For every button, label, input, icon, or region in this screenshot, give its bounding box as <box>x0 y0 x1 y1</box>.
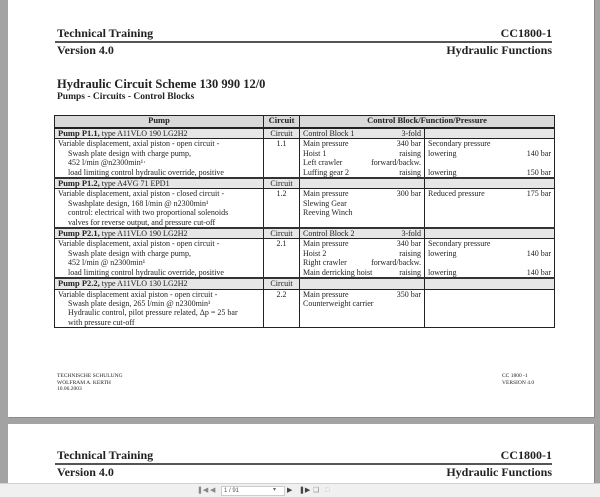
control-block-secondary-cell <box>425 178 555 189</box>
page-layout-icon[interactable]: ❏ <box>313 486 320 494</box>
pump-detail-row <box>55 139 555 178</box>
function-name: Reeving Winch <box>303 208 353 218</box>
pump-description <box>55 239 264 278</box>
pump-detail-row <box>55 189 555 228</box>
page-title: Hydraulic Circuit Scheme 130 990 12/0 <box>57 77 266 91</box>
page-dropdown-icon[interactable]: ▾ <box>273 487 277 493</box>
footer-left-line: 10.06.2003 <box>57 386 82 392</box>
pump-description-line: load limiting control hydraulic override, positive <box>68 267 224 277</box>
secondary-function-row <box>428 168 551 177</box>
secondary-function-row <box>428 239 551 248</box>
secondary-function-list <box>425 289 555 328</box>
pump-name-cell <box>55 128 264 139</box>
function-value: 350 bar <box>396 289 421 299</box>
pump-description <box>55 189 264 228</box>
function-row <box>303 239 421 248</box>
secondary-function-row <box>428 268 551 277</box>
secondary-function-name: Secondary pressure <box>428 239 491 249</box>
function-row <box>303 299 421 308</box>
pump-type: type A11VLO 190 LG2H2 <box>99 229 188 239</box>
table-header-row <box>55 116 555 129</box>
header-left-version: Version 4.0 <box>57 43 114 57</box>
control-block-secondary-cell <box>425 128 555 139</box>
pump-description-line: Hydraulic control, pilot pressure related, Δp = 25 bar <box>68 308 238 318</box>
secondary-function-row <box>428 139 551 148</box>
page-number-input[interactable]: 1 / 91 <box>221 486 285 496</box>
pump-name-cell <box>55 178 264 189</box>
pump-description-line: Variable displacement, axial piston - open circuit - <box>58 239 220 249</box>
function-name: Hoist 2 <box>303 248 327 258</box>
function-row <box>303 199 421 208</box>
circuit-number: 1.2 <box>264 189 300 228</box>
pump-description-line: load limiting control hydraulic override, positive <box>68 167 224 177</box>
pump-name: Pump P1.2, <box>58 178 100 189</box>
header-right-code: CC1800-1 <box>500 26 552 40</box>
circuit-label: Circuit <box>264 178 300 189</box>
pump-description-line: Swashplate design, 168 l/min @ n2300min¹ <box>68 198 209 208</box>
function-row <box>303 149 421 158</box>
function-name: Main pressure <box>303 139 349 149</box>
function-row <box>303 290 421 299</box>
pump-header-row <box>55 128 555 139</box>
secondary-function-name: lowering <box>428 267 457 277</box>
function-list <box>300 139 425 178</box>
document-page-1 <box>8 0 594 417</box>
function-name: Main pressure <box>303 239 349 249</box>
secondary-function-name: lowering <box>428 167 457 177</box>
header-right-code: CC1800-1 <box>500 448 552 462</box>
secondary-function-value: 175 bar <box>526 189 551 199</box>
function-row <box>303 258 421 267</box>
footer-left <box>57 373 123 393</box>
secondary-function-row <box>428 249 551 258</box>
footer-right-line: CC 1800 -1 <box>502 373 528 379</box>
circuit-label: Circuit <box>264 228 300 239</box>
secondary-function-row <box>428 208 551 217</box>
function-name: Right crawler <box>303 258 347 268</box>
footer-left-line: WOLFRAM A. KERTH <box>57 379 111 386</box>
control-block-cell <box>300 128 425 139</box>
secondary-function-value: 140 bar <box>526 148 551 158</box>
pump-description-line: Swash plate design with charge pump, <box>68 148 191 158</box>
function-row <box>303 139 421 148</box>
pump-description-line: 452 l/min @ n2300min¹ <box>68 258 146 268</box>
pump-type: type A11VLO 130 LG2H2 <box>99 279 188 289</box>
pump-description-line: with pressure cut-off <box>68 317 135 327</box>
pump-description <box>55 139 264 178</box>
last-page-icon[interactable]: ❚▶ <box>299 486 311 494</box>
function-list <box>300 289 425 328</box>
function-name: Slewing Gear <box>303 198 347 208</box>
secondary-function-row <box>428 299 551 308</box>
function-list <box>300 239 425 278</box>
secondary-function-name: lowering <box>428 248 457 258</box>
circuit-number: 2.1 <box>264 239 300 278</box>
function-name: Luffing gear 2 <box>303 167 350 177</box>
pump-detail-row <box>55 289 555 328</box>
pump-description-line: Swash plate design with charge pump, <box>68 248 191 258</box>
secondary-function-list <box>425 189 555 228</box>
fit-page-icon[interactable]: □ <box>325 486 330 494</box>
secondary-function-row <box>428 189 551 198</box>
pump-description <box>55 289 264 328</box>
function-value: raising <box>399 267 421 277</box>
pump-header-row <box>55 228 555 239</box>
header-right-section: Hydraulic Functions <box>446 43 552 57</box>
function-value: raising <box>399 148 421 158</box>
pump-description-line: Swash plate design, 265 l/min @ n2300min¹ <box>68 298 211 308</box>
control-block-label: Control Block 2 <box>303 229 355 239</box>
function-value: forward/backw. <box>371 158 421 168</box>
circuit-label: Circuit <box>264 278 300 289</box>
secondary-function-value: 140 bar <box>526 267 551 277</box>
pump-table <box>54 115 555 328</box>
secondary-function-row <box>428 258 551 267</box>
control-block-type: 3-fold <box>401 129 421 138</box>
secondary-function-name: lowering <box>428 148 457 158</box>
pump-description-line: Variable displacement axial piston - open circuit - <box>58 289 218 299</box>
secondary-function-list <box>425 239 555 278</box>
function-row <box>303 249 421 258</box>
circuit-label: Circuit <box>264 128 300 139</box>
pdf-toolbar <box>0 483 600 497</box>
header-left-title: Technical Training <box>57 448 154 462</box>
control-block-secondary-cell <box>425 228 555 239</box>
function-row <box>303 158 421 167</box>
control-block-secondary-cell <box>425 278 555 289</box>
pump-description-line: Variable displacement, axial piston - open circuit - <box>58 139 220 149</box>
column-header-circuit: Circuit <box>264 116 300 129</box>
footer-left-line: TECHNISCHE SCHULUNG <box>57 373 123 379</box>
function-value: 300 bar <box>396 189 421 199</box>
secondary-function-row <box>428 149 551 158</box>
function-name: Counterweight carrier <box>303 298 374 308</box>
pump-name-cell <box>55 278 264 289</box>
pump-description-line: 452 l/min @n2300min¹· <box>68 158 146 168</box>
secondary-function-value: 150 bar <box>526 167 551 177</box>
header-left-title: Technical Training <box>57 26 154 40</box>
pump-type: type A4VG 71 EPD1 <box>99 179 170 189</box>
function-name: Main pressure <box>303 289 349 299</box>
header-right-section: Hydraulic Functions <box>446 465 552 479</box>
previous-page-icon[interactable]: ◀ <box>210 486 216 494</box>
page-subtitle: Pumps - Circuits - Control Blocks <box>57 92 195 102</box>
function-row <box>303 208 421 217</box>
pump-detail-row <box>55 239 555 278</box>
function-name: Main pressure <box>303 189 349 199</box>
control-block-label: Control Block 1 <box>303 129 355 138</box>
circuit-number: 1.1 <box>264 139 300 178</box>
secondary-function-row <box>428 158 551 167</box>
secondary-function-row <box>428 199 551 208</box>
column-header-control: Control Block/Function/Pressure <box>300 116 555 129</box>
pump-header-row <box>55 278 555 289</box>
pump-description-line: control: electrical with two proportional solenoids <box>68 208 229 218</box>
secondary-function-name: Reduced pressure <box>428 189 485 199</box>
pump-name: Pump P2.1, <box>58 228 100 239</box>
pump-description-line: valves for reverse output, and pressure cut-off <box>68 217 216 227</box>
secondary-function-row <box>428 290 551 299</box>
function-value: raising <box>399 167 421 177</box>
control-block-cell <box>300 278 425 289</box>
footer-right <box>502 373 534 386</box>
function-value: 340 bar <box>396 239 421 249</box>
first-page-icon[interactable]: ❚◀ <box>197 486 209 494</box>
next-page-icon[interactable]: ▶ <box>287 486 293 494</box>
function-value: forward/backw. <box>371 258 421 268</box>
pump-description-line: Variable displacement, axial piston - closed circuit - <box>58 189 225 199</box>
control-block-type: 3-fold <box>401 229 421 239</box>
secondary-function-list <box>425 139 555 178</box>
function-name: Hoist 1 <box>303 148 327 158</box>
secondary-function-value: 140 bar <box>526 248 551 258</box>
function-row <box>303 168 421 177</box>
secondary-function-name: Secondary pressure <box>428 139 491 149</box>
pump-name: Pump P1.1, <box>58 128 100 138</box>
pump-header-row <box>55 178 555 189</box>
function-value: raising <box>399 248 421 258</box>
pump-type: type A11VLO 190 LG2H2 <box>99 129 188 138</box>
header-left-version: Version 4.0 <box>57 465 114 479</box>
pump-name-cell <box>55 228 264 239</box>
function-row <box>303 268 421 277</box>
function-list <box>300 189 425 228</box>
pump-name: Pump P2.2, <box>58 278 100 289</box>
circuit-number: 2.2 <box>264 289 300 328</box>
function-name: Main derricking hoist <box>303 267 373 277</box>
function-name: Left crawler <box>303 158 343 168</box>
function-row <box>303 189 421 198</box>
control-block-cell <box>300 178 425 189</box>
control-block-cell <box>300 228 425 239</box>
column-header-pump: Pump <box>55 116 264 129</box>
footer-right-line: VERSION 4.0 <box>502 379 535 386</box>
function-value: 340 bar <box>396 139 421 149</box>
